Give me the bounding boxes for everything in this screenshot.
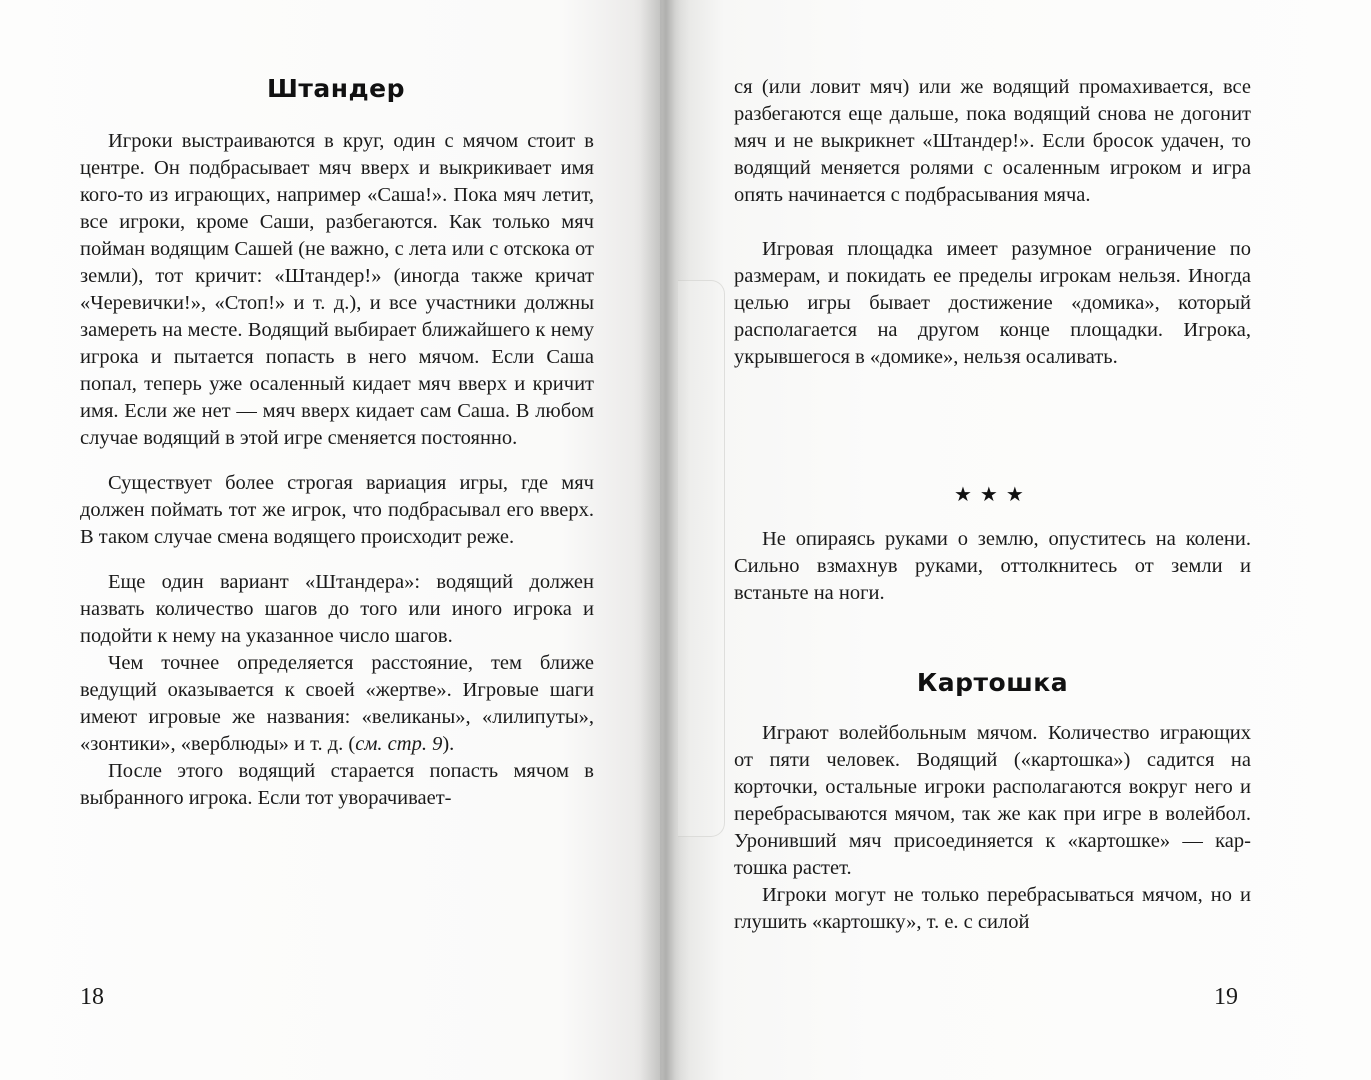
reference-open: ( — [343, 733, 356, 755]
left-page — [0, 0, 660, 1080]
paragraph: После этого водящий старается попасть мячом в выбранного игрока. Если тот уворачивает- — [80, 760, 594, 809]
paragraph: Еще один вариант «Штандера»: водящий должен назвать количество шагов до того или иного игрока и подойти к нему на указанное число шагов. — [80, 571, 594, 647]
section-divider-stars: ★★★ — [954, 482, 1032, 506]
page-number-left: 18 — [80, 984, 104, 1010]
page-number-right: 19 — [1214, 984, 1238, 1010]
paragraph: Игроки выстраиваются в круг, один с мячом стоит в центре. Он подбрасывает мяч вверх и выкрикивает имя кого-то из играющих, например «Саша!». Пока мяч летит, все игроки, кроме Саши, разбегаются. Как только мяч пойман водящим Сашей (не важно, с лета или с отскока от земли), тот кричит: «Штандер!» (иногда также кричат «Черевички!», «Стоп!» и т. д.), и все участники должны замереть на месте. Водящий выбирает ближайшего к нему игрока и пытается попасть в него мячом. Если Саша попал, теперь уже осаленный кидает мяч вверх и кричит имя. Если же нет — мяч вверх кидает сам Саша. В любом случае водящий в этой игре сменяется постоянно. — [80, 130, 594, 449]
paragraph: ся (или ловит мяч) или же водящий промахивается, все разбегаются еще дальше, пока водящий снова не догонит мяч и не выкрикнет «Штандер!». Если бросок удачен, то водящий меняется ролями с осаленным игроком и игра опять начинается с подбрасывания мяча. — [734, 76, 1251, 206]
page-reference: см. стр. 9 — [355, 733, 443, 755]
paragraph-text: Чем точнее определяется расстояние, тем ближе ведущий оказывается к своей «жертве». Игровые шаги имеют игровые же названия: «великаны», «лилипуты», «зонтики», «верблюды» и т. д. — [80, 652, 594, 755]
bookmark-shadow — [678, 280, 725, 837]
left-page-text — [80, 128, 594, 812]
right-page — [660, 0, 1371, 1080]
paragraph: Существует более строгая вариация игры, где мяч должен поймать тот же игрок, что подбрасывал его вверх. В таком случае смена водящего происходит реже. — [80, 472, 594, 548]
right-page-text-top — [734, 74, 1251, 371]
right-page-text-bottom — [734, 720, 1251, 936]
paragraph: Играют волейбольным мячом. Количество играющих от пяти человек. Водящий («картошка») садится на корточки, остальные игроки располагаются вокруг него и перебрасываются мячом, так же как при игре в волейбол. Уронивший мяч присоединяется к «картошке» — картошка растет. — [734, 722, 1251, 879]
reference-close: ). — [442, 733, 455, 755]
paragraph-with-reference — [80, 650, 594, 758]
paragraph: Игровая площадка имеет разумное ограничение по размерам, и покидать ее пределы игрокам нельзя. Иногда целью игры бывает достижение «домика», который располагается на другом конце площадки. Игрока, укрывшегося в «домике», нельзя осаливать. — [734, 238, 1251, 368]
right-page-title: Картошка — [916, 668, 1069, 697]
paragraph: Не опираясь руками о землю, опуститесь на колени. Сильно взмахнув руками, оттолкнитесь от земли и встаньте на ноги. — [734, 528, 1251, 604]
left-page-title: Штандер — [266, 74, 406, 103]
right-page-star-text — [734, 526, 1251, 607]
paragraph: Игроки могут не только перебрасываться мячом, но и глушить «картошку», т. е. с силой — [734, 884, 1251, 933]
